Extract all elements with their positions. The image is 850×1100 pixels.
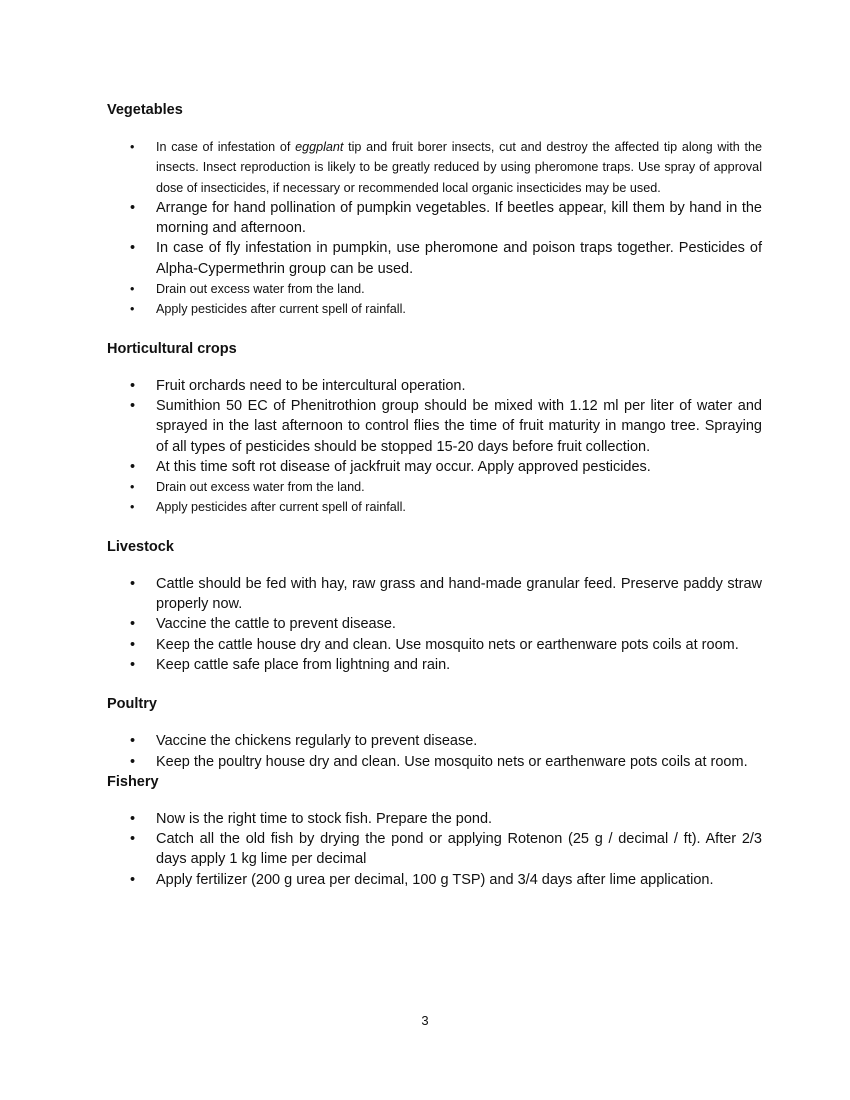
list-item: • Keep the cattle house dry and clean. Use mosquito nets or earthenware pots coils at room. (107, 635, 762, 655)
list-item: • Apply pesticides after current spell of rainfall. (107, 497, 762, 517)
poultry-list (107, 731, 762, 772)
vegetables-list (107, 137, 762, 320)
list-item: • Vaccine the chickens regularly to prevent disease. (107, 731, 762, 751)
section-heading-fishery: Fishery (107, 773, 159, 790)
list-item: • Drain out excess water from the land. (107, 477, 762, 497)
list-item: • Arrange for hand pollination of pumpkin vegetables. If beetles appear, kill them by hand in the morning and afternoon. (107, 198, 762, 239)
list-item: • Cattle should be fed with hay, raw grass and hand-made granular feed. Preserve paddy straw properly now. (107, 574, 762, 615)
list-item: • In case of fly infestation in pumpkin, use pheromone and poison traps together. Pesticides of Alpha-Cypermethrin group can be used. (107, 238, 762, 279)
section-heading-vegetables: Vegetables (107, 102, 183, 118)
list-item: • Vaccine the cattle to prevent disease. (107, 614, 762, 634)
horticultural-crops-list (107, 376, 762, 518)
list-item: • Apply fertilizer (200 g urea per decimal, 100 g TSP) and 3/4 days after lime application. (107, 870, 762, 890)
section-heading-horticultural-crops: Horticultural crops (107, 340, 237, 357)
list-item: • Keep the poultry house dry and clean. Use mosquito nets or earthenware pots coils at room. (107, 752, 762, 772)
list-item: • Now is the right time to stock fish. Prepare the pond. (107, 809, 762, 829)
list-item: • Apply pesticides after current spell of rainfall. (107, 299, 762, 319)
list-item: • Catch all the old fish by drying the pond or applying Rotenon (25 g / decimal / ft). After 2/3 days apply 1 kg lime per decimal (107, 829, 762, 870)
page-number: 3 (421, 1013, 429, 1028)
list-item: • Sumithion 50 EC of Phenitrothion group should be mixed with 1.12 ml per liter of water and sprayed in the last afternoon to control flies the time of fruit maturity in mango tree. Spraying of all types of pesticides should be stopped 15-20 days before fruit collection. (107, 396, 762, 457)
section-heading-livestock: Livestock (107, 538, 174, 555)
list-item: • Fruit orchards need to be intercultural operation. (107, 376, 762, 396)
list-item: • Drain out excess water from the land. (107, 279, 762, 299)
list-item: • In case of infestation of eggplant tip and fruit borer insects, cut and destroy the affected tip along with the insects. Insect reproduction is likely to be greatly reduced by using pheromone traps. Use spray of approval dose of insecticides, if necessary or recommended local organic insecticides may be used. (107, 137, 762, 198)
section-heading-poultry: Poultry (107, 696, 157, 713)
emphasis-text: eggplant (295, 140, 344, 154)
list-item: • Keep cattle safe place from lightning and rain. (107, 655, 762, 675)
fishery-list (107, 809, 762, 890)
livestock-list (107, 574, 762, 675)
document-page (107, 100, 762, 890)
list-item: • At this time soft rot disease of jackfruit may occur. Apply approved pesticides. (107, 457, 762, 477)
